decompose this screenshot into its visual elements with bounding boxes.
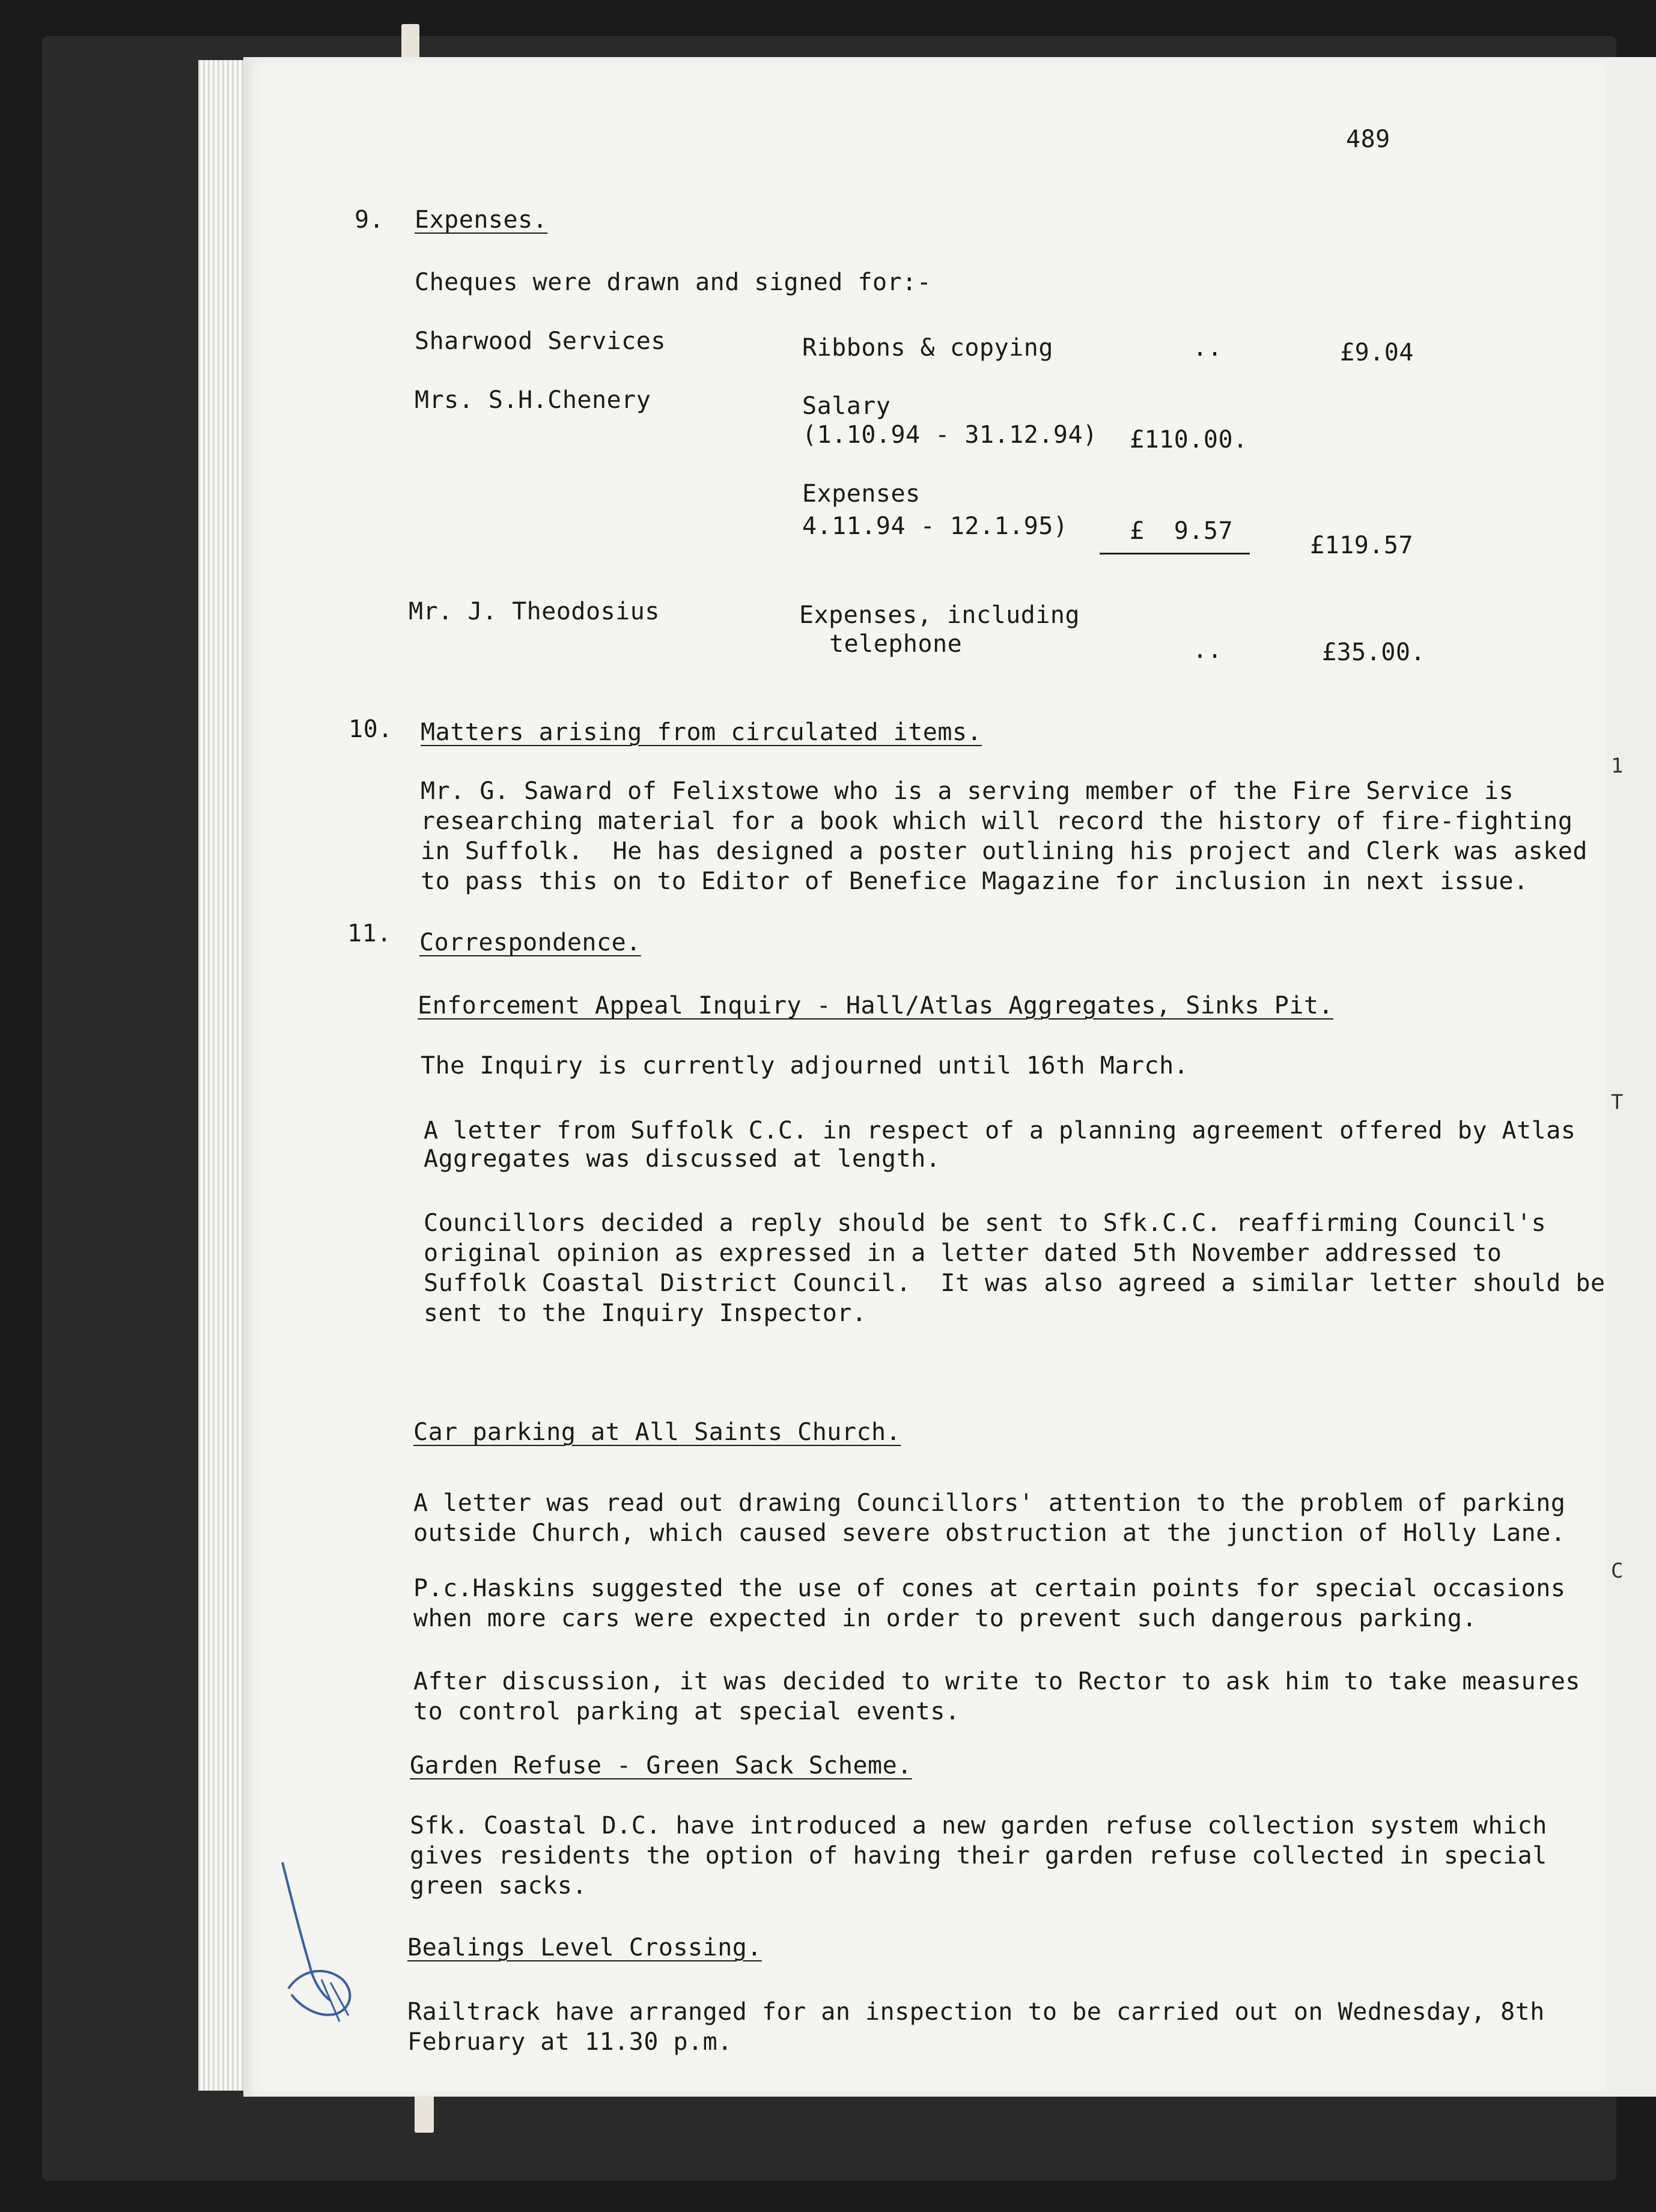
sub-heading: Bealings Level Crossing. (407, 1934, 762, 1961)
leader-dots: .. (1193, 334, 1223, 362)
paragraph-line: The Inquiry is currently adjourned until 16th March. (421, 1052, 1189, 1080)
paragraph-line: After discussion, it was decided to write to Rector to ask him to take measures (413, 1668, 1580, 1695)
paragraph-line: Aggregates was discussed at length. (424, 1145, 941, 1173)
paragraph-line: to pass this on to Editor of Benefice Magazine for inclusion in next issue. (421, 867, 1529, 895)
sub-amount: £110.00. (1130, 426, 1248, 454)
next-page-fragment: T (1611, 1090, 1624, 1114)
section-heading: Expenses. (415, 206, 548, 234)
payee: Mrs. S.H.Chenery (415, 386, 651, 414)
next-page-edge (1607, 57, 1656, 2097)
intro-text: Cheques were drawn and signed for:- (415, 269, 932, 296)
paragraph-line: in Suffolk. He has designed a poster outlining his project and Clerk was asked (421, 837, 1588, 865)
paragraph-line: A letter was read out drawing Councillors' attention to the problem of parking (413, 1489, 1566, 1517)
section-heading: Matters arising from circulated items. (421, 719, 982, 746)
item-number: 11. (347, 920, 392, 947)
paragraph-line: Sfk. Coastal D.C. have introduced a new garden refuse collection system which (410, 1812, 1547, 1840)
leader-dots: .. (1193, 636, 1223, 664)
paragraph-line: to control parking at special events. (413, 1698, 960, 1725)
sub-amount: £ 9.57 (1130, 517, 1234, 545)
bookmark-ribbon-top (401, 24, 419, 59)
item-number: 9. (355, 206, 385, 234)
section-heading: Correspondence. (419, 929, 641, 956)
amount: £9.04 (1340, 339, 1414, 366)
paragraph-line: original opinion as expressed in a letter dated 5th November addressed to (424, 1239, 1502, 1267)
next-page-fragment: C (1611, 1559, 1624, 1583)
payee: Mr. J. Theodosius (409, 598, 660, 625)
paragraph-line: outside Church, which caused severe obstruction at the junction of Holly Lane. (413, 1519, 1566, 1547)
paragraph-line: researching material for a book which will record the history of fire-fighting (421, 807, 1573, 835)
sub-heading: Garden Refuse - Green Sack Scheme. (410, 1752, 912, 1779)
description: Expenses, including (799, 601, 1080, 629)
paragraph-line: green sacks. (410, 1872, 587, 1900)
paragraph-line: when more cars were expected in order to prevent such dangerous parking. (413, 1605, 1477, 1632)
subtotal-rule (1100, 553, 1250, 555)
description: telephone (829, 630, 963, 658)
paragraph-line: gives residents the option of having their garden refuse collected in special (410, 1842, 1547, 1870)
paragraph-line: Councillors decided a reply should be sent to Sfk.C.C. reaffirming Council's (424, 1209, 1547, 1237)
paragraph-line: Mr. G. Saward of Felixstowe who is a serving member of the Fire Service is (421, 777, 1514, 805)
next-page-fragment: 1 (1611, 754, 1624, 778)
sub-heading: Enforcement Appeal Inquiry - Hall/Atlas Aggregates, Sinks Pit. (418, 992, 1334, 1019)
page-number: 489 (1346, 126, 1390, 153)
amount: £35.00. (1322, 639, 1426, 666)
description: Ribbons & copying (802, 334, 1053, 362)
description: 4.11.94 - 12.1.95) (802, 512, 1068, 540)
paragraph-line: P.c.Haskins suggested the use of cones at certain points for special occasions (413, 1575, 1566, 1602)
item-number: 10. (349, 716, 393, 743)
paragraph-line: Railtrack have arranged for an inspection to be carried out on Wednesday, 8th (407, 1998, 1545, 2026)
paragraph-line: A letter from Suffolk C.C. in respect of a planning agreement offered by Atlas (424, 1117, 1576, 1144)
paragraph-line: Suffolk Coastal District Council. It was also agreed a similar letter should be (424, 1269, 1606, 1297)
payee: Sharwood Services (415, 327, 666, 355)
paragraph-line: February at 11.30 p.m. (407, 2028, 732, 2056)
handwritten-initials-mark (264, 1850, 385, 2031)
description: Expenses (802, 480, 921, 508)
sub-heading: Car parking at All Saints Church. (413, 1418, 901, 1446)
page-stack (198, 60, 246, 2091)
description: Salary (802, 392, 891, 420)
amount: £119.57 (1310, 532, 1414, 559)
description: (1.10.94 - 31.12.94) (802, 421, 1098, 449)
paragraph-line: sent to the Inquiry Inspector. (424, 1299, 867, 1327)
